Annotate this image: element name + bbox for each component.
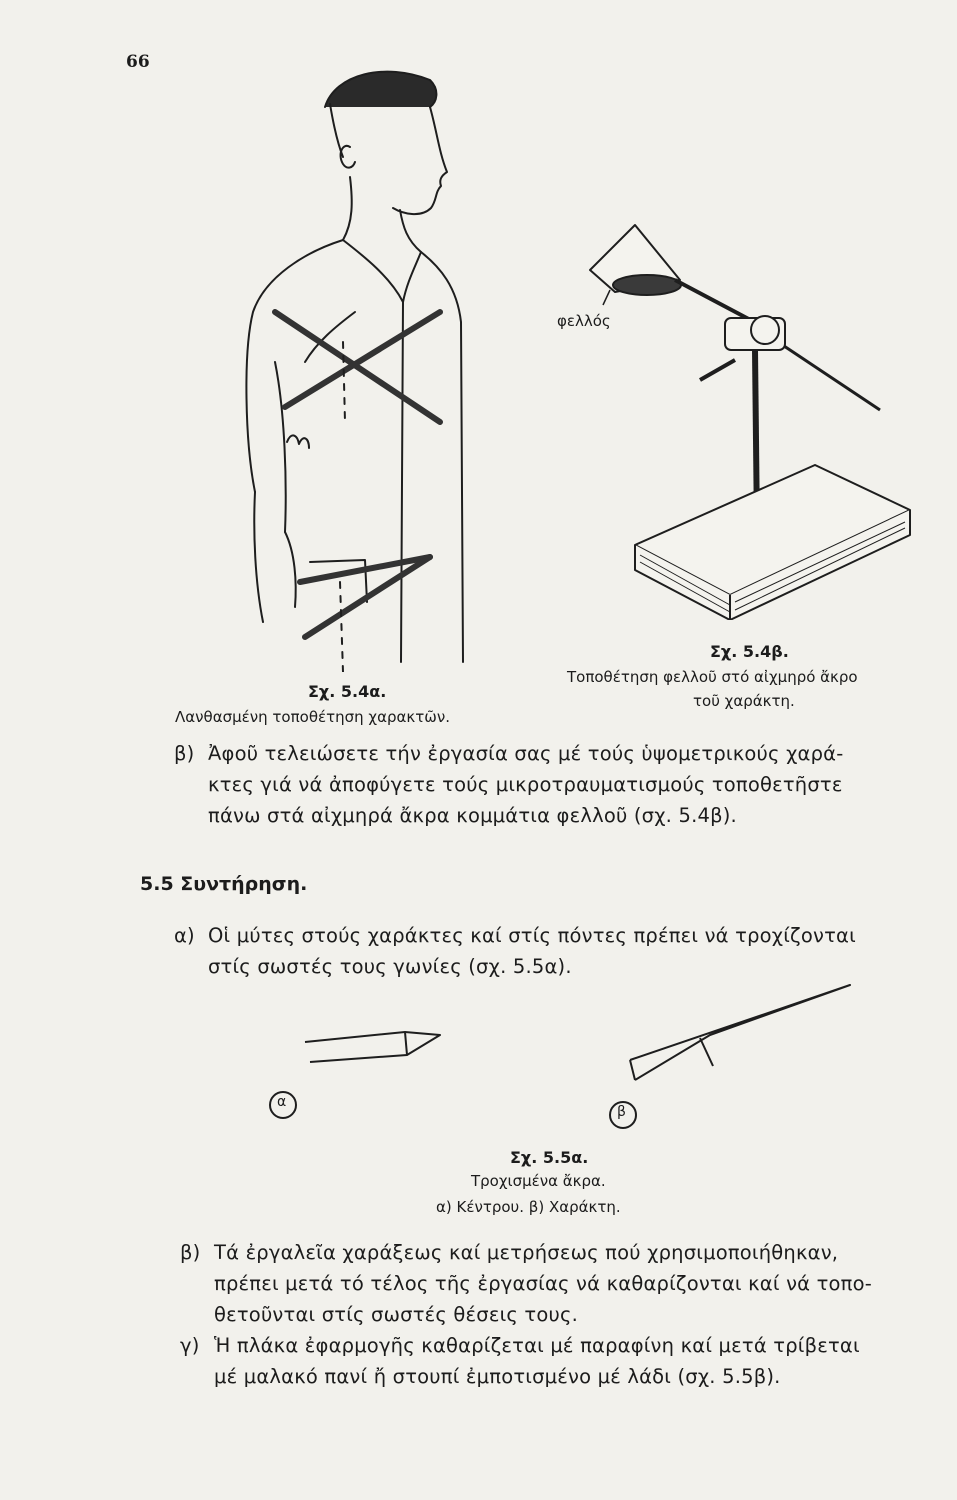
figure-5-5a-label-a: α (277, 1094, 287, 1110)
page-number: 66 (126, 52, 150, 72)
figure-5-4b-illustration (585, 210, 915, 620)
item-alpha (174, 920, 944, 982)
item-gamma (180, 1330, 950, 1392)
item-label: β) (180, 1241, 201, 1264)
figure-5-4a-caption: Λανθασμένη τοποθέτηση χαρακτῶν. (175, 708, 450, 726)
item-label: α) (174, 924, 195, 947)
text-line: κτες γιά νά ἀποφύγετε τούς μικροτραυματισμούς τοποθετῆστε (208, 773, 843, 796)
item-beta-first (174, 738, 944, 831)
figure-5-4b-caption-line1: Τοποθέτηση φελλοῦ στό αἰχμηρό ἄκρο (567, 668, 858, 686)
cork-label: φελλός (557, 312, 611, 330)
text-line: Ἡ πλάκα ἐφαρμογῆς καθαρίζεται μέ παραφίνη καί μετά τρίβεται (214, 1334, 860, 1357)
figure-5-4a-illustration (225, 62, 485, 672)
figure-5-5a-caption-line1: Τροχισμένα ἄκρα. (471, 1172, 606, 1190)
item-label: γ) (180, 1334, 200, 1357)
item-label: β) (174, 742, 195, 765)
text-line: Τά ἐργαλεῖα χαράξεως καί μετρήσεως πού χρησιμοποιήθηκαν, (214, 1241, 839, 1264)
text-line: Ἀφοῦ τελειώσετε τήν ἐργασία σας μέ τούς ὑψομετρικούς χαρά- (208, 742, 844, 765)
section-title: 5.5 Συντήρηση. (140, 873, 308, 895)
text-line: Οἱ μύτες στούς χαράκτες καί στίς πόντες πρέπει νά τροχίζονται (208, 924, 856, 947)
figure-5-5a-number: Σχ. 5.5α. (510, 1148, 589, 1167)
item-beta-second (180, 1237, 950, 1330)
text-line: πάνω στά αἰχμηρά ἄκρα κομμάτια φελλοῦ (σχ. 5.4β). (208, 804, 737, 827)
figure-5-5a-illustration (255, 980, 865, 1130)
figure-5-5a-label-b: β (617, 1104, 626, 1120)
figure-5-4b-caption-line2: τοῦ χαράκτη. (693, 692, 795, 710)
text-line: θετοῦνται στίς σωστές θέσεις τους. (214, 1303, 579, 1326)
figure-5-5a-caption-line2: α) Κέντρου. β) Χαράκτη. (436, 1198, 621, 1216)
figure-5-4a-number: Σχ. 5.4α. (308, 682, 387, 701)
text-line: πρέπει μετά τό τέλος τῆς ἐργασίας νά καθαρίζονται καί νά τοπο- (214, 1272, 872, 1295)
text-line: στίς σωστές τους γωνίες (σχ. 5.5α). (208, 955, 572, 978)
text-line: μέ μαλακό πανί ἤ στουπί ἐμποτισμένο μέ λάδι (σχ. 5.5β). (214, 1365, 781, 1388)
figure-5-4b-number: Σχ. 5.4β. (710, 642, 789, 661)
